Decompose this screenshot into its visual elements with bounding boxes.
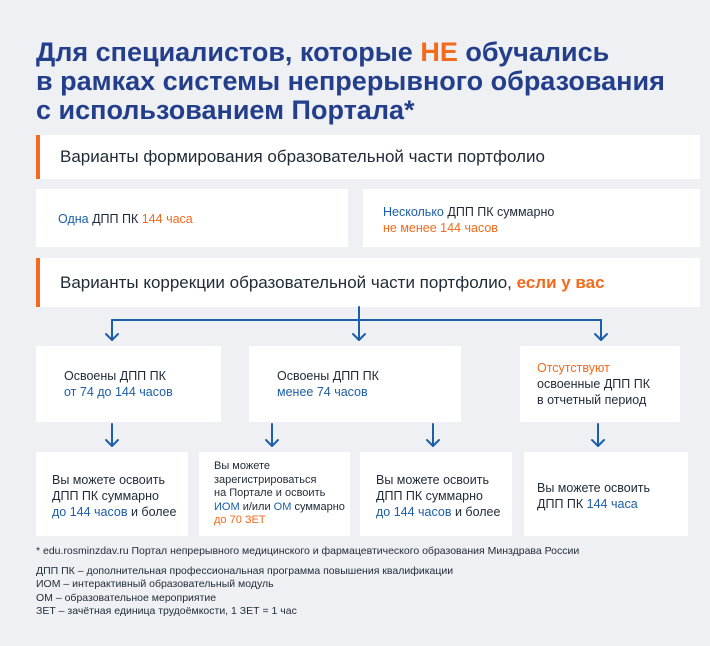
case3-line2: освоенные ДПП ПК <box>537 377 650 391</box>
result3-line2: ДПП ПК суммарно <box>376 489 483 503</box>
result2-sum: суммарно <box>291 500 345 513</box>
result1-line2: ДПП ПК суммарно <box>52 489 159 503</box>
case2-line2: менее 74 часов <box>277 385 368 399</box>
footer-source: * edu.rosminzdav.ru Портал непрерывного медицинского и фармацевтического образования Минздрава России <box>36 545 580 557</box>
footer-abbr-iom: ИОМ – интерактивный образовательный модуль <box>36 578 274 590</box>
case-card-none <box>520 346 680 422</box>
option2-program: ДПП ПК суммарно <box>443 205 555 219</box>
correction-heading-highlight: если у вас <box>516 273 605 292</box>
case-card-less-74 <box>249 346 461 422</box>
footer-abbr-dpp: ДПП ПК – дополнительная профессиональная программа повышения квалификации <box>36 564 454 577</box>
result2-line2: зарегистрироваться <box>214 473 317 486</box>
footer-notes <box>36 545 700 619</box>
result-card-3 <box>360 452 512 536</box>
result2-om: ОМ <box>273 500 292 513</box>
correction-heading-text: Варианты коррекции образовательной части портфолио, <box>60 273 517 292</box>
case3-line1: Отсутствуют <box>537 361 610 375</box>
footer-abbr-om: ОМ – образовательное мероприятие <box>36 591 217 604</box>
title-line3: с использованием Портала* <box>36 95 415 125</box>
case2-line1: Освоены ДПП ПК <box>277 369 379 383</box>
option2-hours: не менее 144 часов <box>383 221 498 235</box>
title-highlight: НЕ <box>420 37 458 67</box>
result2-line3: на Портале и освоить <box>214 487 326 499</box>
case1-line2: от 74 до 144 часов <box>64 385 173 399</box>
footer-abbr-zet: ЗЕТ – зачётная единица трудоёмкости, 1 ЗЕТ = 1 час <box>36 605 297 617</box>
result4-line1: Вы можете освоить <box>537 481 650 495</box>
option1-hours: 144 часа <box>141 212 193 226</box>
result2-line1: Вы можете <box>214 460 270 472</box>
result-card-2 <box>199 452 350 536</box>
result1-more: и более <box>127 505 177 519</box>
case1-line1: Освоены ДПП ПК <box>64 369 166 383</box>
result2-zet: до 70 ЗЕТ <box>214 514 266 526</box>
formation-heading: Варианты формирования образовательной части портфолио <box>60 147 545 166</box>
result1-line1: Вы можете освоить <box>52 473 165 487</box>
result3-more: и более <box>451 505 501 519</box>
result4-program: ДПП ПК <box>537 497 587 511</box>
result3-hours: до 144 часов <box>376 505 452 519</box>
option1-program: ДПП ПК <box>88 212 142 226</box>
case-card-74-144 <box>36 346 221 422</box>
result2-iom: ИОМ <box>214 500 240 513</box>
result-card-4 <box>524 452 688 536</box>
result-card-1 <box>36 452 188 536</box>
option2-count: Несколько <box>383 205 444 219</box>
option1-count: Одна <box>58 212 89 226</box>
result4-hours: 144 часа <box>586 497 638 511</box>
result1-hours: до 144 часов <box>52 505 128 519</box>
case3-line3: в отчетный период <box>537 393 647 407</box>
result3-line1: Вы можете освоить <box>376 473 489 487</box>
result2-and-or: и/или <box>239 500 274 513</box>
title-line1-end: обучались <box>457 37 610 67</box>
title-line1: Для специалистов, которые <box>36 37 421 67</box>
title-line2: в рамках системы непрерывного образования <box>36 66 665 96</box>
